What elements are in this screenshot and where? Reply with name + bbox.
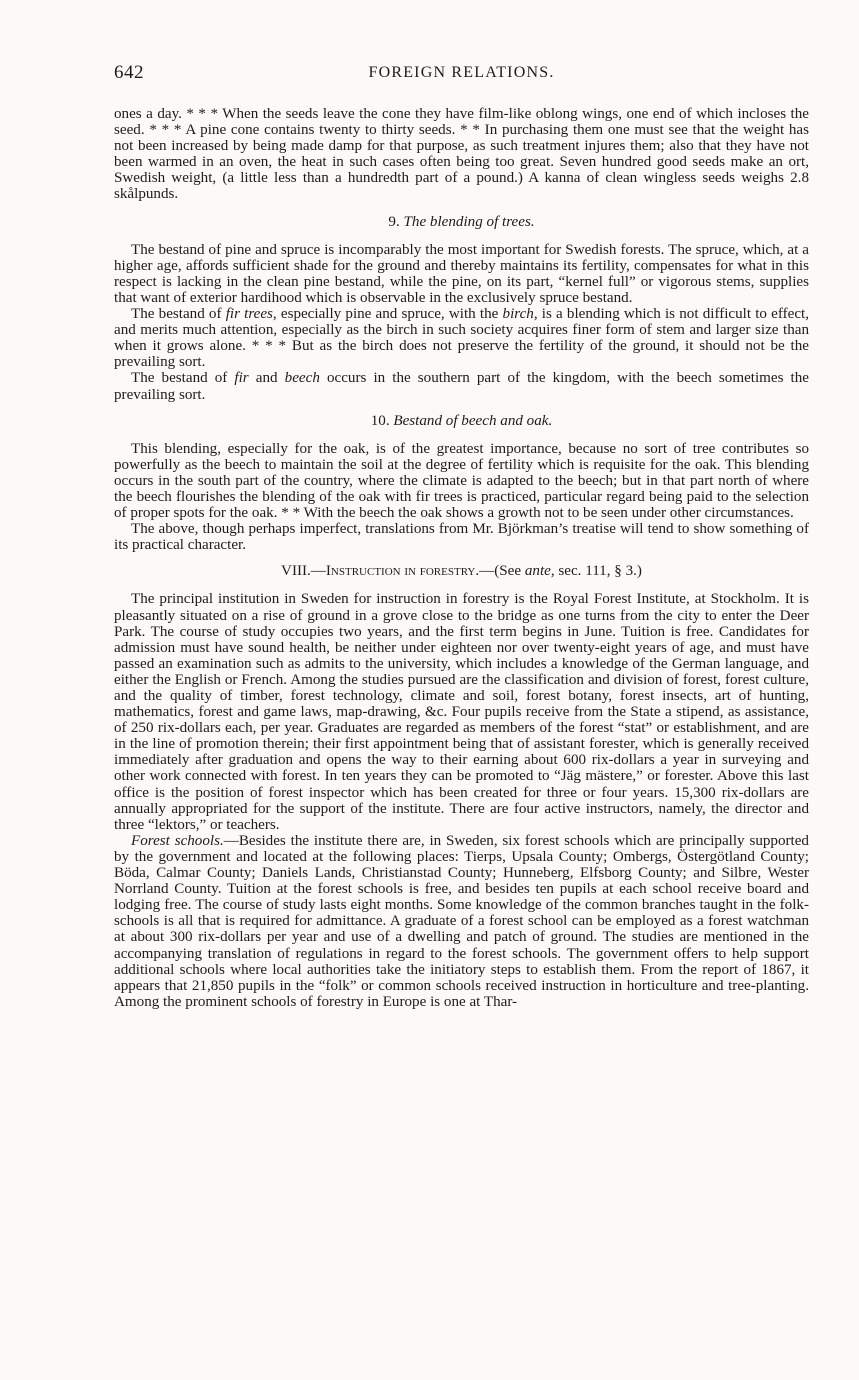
- section-heading-instruction-in-forestry: [114, 563, 809, 579]
- text-run: occurs in the southern part of the kingdom, with the beech sometimes the prevailing sort.: [114, 370, 810, 403]
- page-number: 642: [114, 62, 144, 83]
- paragraph-forest-schools: [114, 833, 809, 1010]
- section-title: Bestand of beech and oak.: [393, 412, 553, 429]
- heading-reference-italic: ante,: [524, 563, 555, 580]
- section-number: 9.: [388, 213, 400, 230]
- running-title: FOREIGN RELATIONS.: [368, 64, 555, 81]
- text-run: is a blending which is not difficult to effect, and merits much attention, especially as the birch in such society acquires finer form of stem and larger size than when it grows alone. * * * But as the birch does not preserve the fertility of the ground, it should not be the prevailing sort.: [114, 306, 809, 371]
- page-header: [114, 62, 809, 88]
- text-run: and: [248, 370, 285, 387]
- heading-reference: sec. 111, § 3.): [554, 563, 642, 580]
- italic-term: beech: [284, 370, 320, 387]
- text-run: especially pine and spruce, with the: [276, 306, 503, 323]
- paragraph-pine-spruce: The bestand of pine and spruce is incomparably the most important for Swedish forests. The spruce, which, at a higher age, affords sufficient shade for the ground and thereby maintains its fertility, compensates for what in this respect is lacking in the clean pine bestand, while the pine, on its part, “kernel full” or vigorous stems, supplies that want of exterior hardihood which is observable in the exclusively spruce bestand.: [114, 241, 809, 306]
- body-text: [114, 106, 809, 1010]
- text-run: The bestand of: [131, 370, 235, 387]
- section-title: VIII.—Instruction in forestry.: [281, 563, 480, 580]
- paragraph-fir-birch: [114, 306, 809, 370]
- paragraph-bjorkman-treatise: The above, though perhaps imperfect, translations from Mr. Björkman’s treatise will tend to show something of its practical character.: [114, 521, 809, 554]
- text-run: The bestand of: [131, 306, 226, 323]
- paragraph-royal-forest-institute: The principal institution in Sweden for instruction in forestry is the Royal Forest Institute, at Stockholm. It is pleasantly situated on a rise of ground in a grove close to the bridge as one turns from the city to enter the Deer Park. The course of study occupies two years, and the first term begins in June. Tuition is free. Candidates for admission must have sound health, be neither under eighteen nor over twenty-eight years of age, and must have passed an examination such as admits to the university, which includes a knowledge of the German language, and either the English or French. Among the studies pursued are the classification and division of forest, forest culture, and the quality of timber, forest technology, climate and soil, forest botany, forest insects, art of hunting, mathematics, forest and game laws, map-drawing, &c. Four pupils receive from the State a stipend, as assistance, of 250 rix-dollars each, per year. Graduates are regarded as members of the forest “stat” or establishment, and are in the line of promotion therein; their first appointment being that of assistant forester, which is generally received immediately after graduation and opens the way to their earning about 600 rix-dollars a year in surveying and other work connected with forest. In ten years they can be promoted to “Jäg mästere,” or forester. Above this last office is the position of forest inspector which has been created for three or four years. 15,300 rix-dollars are annually appropriated for the support of the institute. There are four active instructors, namely, the director and three “lektors,” or teachers.: [114, 591, 809, 833]
- section-number: 10.: [370, 412, 390, 429]
- text-run: —Besides the institute there are, in Sweden, six forest schools which are principally supported by the government and located at the following places: Tierps, Upsala County; Ombergs, Östergötland County; Böda, Calmar County; Daniels Lands, Christianstad County; Hunneberg, Elfsborg County; and Silbre, Wester Norrland County. Tuition at the forest schools is free, and besides ten pupils at each school receive board and lodging free. The course of study lasts eight months. Some knowledge of the common branches taught in the folk-schools is all that is required for admittance. A graduate of a forest school can be employed as a forest watchman at about 300 rix-dollars per year and use of a dwelling and patch of ground. The studies are mentioned in the accompanying translation of regulations in regard to the forest schools. The government offers to help support additional schools where local authorities take the initiatory steps to establish them. From the report of 1867, it appears that 21,850 pupils in the “folk” or common schools received instruction in horticulture and tree-planting. Among the prominent schools of forestry in Europe is one at Thar-: [114, 832, 809, 1010]
- section-title: The blending of trees.: [403, 213, 535, 230]
- italic-term: fir trees,: [225, 306, 277, 323]
- italic-term: fir: [234, 370, 249, 387]
- section-heading-beech-and-oak: [114, 413, 809, 429]
- heading-reference: —(See: [479, 563, 525, 580]
- paragraph-seed-continuation: ones a day. * * * When the seeds leave the cone they have film-like oblong wings, one end of which incloses the seed. * * * A pine cone contains twenty to thirty seeds. * * In purchasing them one must see that the weight has not been increased by being made damp for that purpose, as such treatment injures them; also that they have not been warmed in an oven, the heat in such cases often being too great. Seven hundred good seeds make an ort, Swedish weight, (a little less than a hundredth part of a pound.) A kanna of clean wingless seeds weighs 2.8 skålpunds.: [114, 106, 809, 203]
- paragraph-fir-beech: [114, 370, 809, 402]
- italic-term: birch,: [502, 306, 538, 323]
- section-heading-blending-of-trees: [114, 214, 809, 230]
- run-in-heading: Forest schools.: [131, 832, 224, 849]
- paragraph-beech-oak: This blending, especially for the oak, is of the greatest importance, because no sort of tree contributes so powerfully as the beech to maintain the soil at the degree of fertility which is requisite for the oak. This blending occurs in the south part of the country, where the climate is adapted to the beech; but in that part north of where the beech flourishes the blending of the oak with fir trees is practiced, particular regard being paid to the selection of proper spots for the oak. * * With the beech the oak shows a growth not to be seen under other circumstances.: [114, 440, 809, 522]
